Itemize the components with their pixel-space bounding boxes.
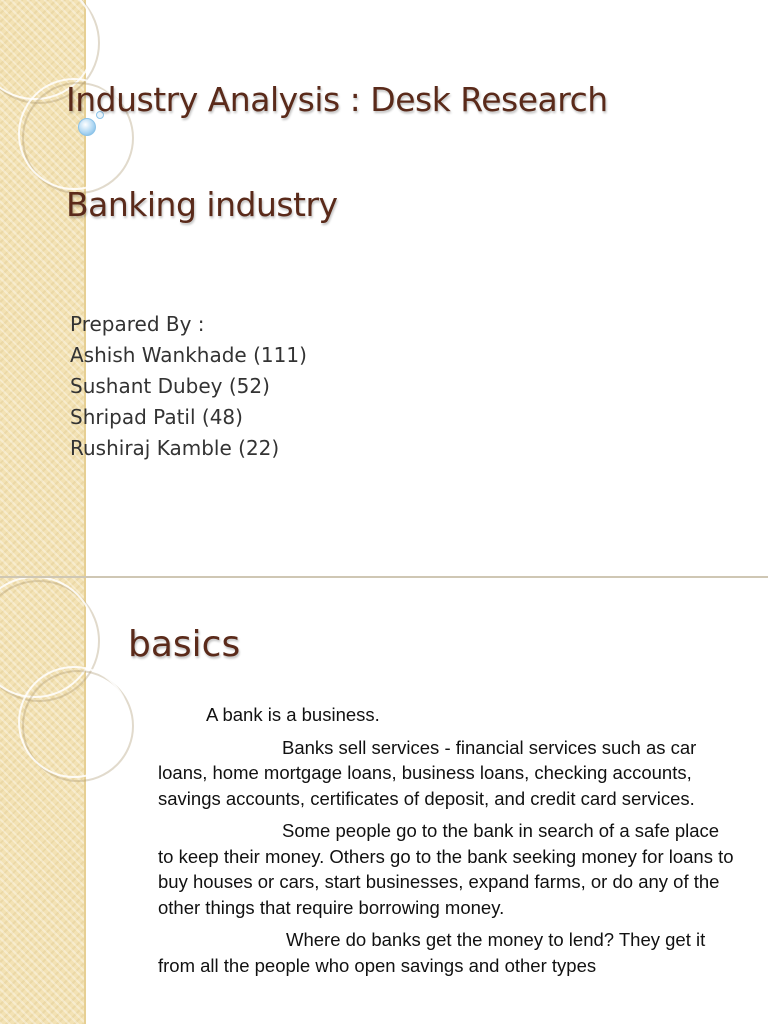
author-name: Rushiraj Kamble (22) <box>70 436 280 460</box>
author-list <box>70 309 307 464</box>
paragraph: A bank is a business. <box>206 704 380 725</box>
slide-subtitle: Banking industry <box>66 185 338 224</box>
author-name: Shripad Patil (48) <box>70 405 243 429</box>
slide-heading: basics <box>128 624 241 665</box>
decorative-ring <box>18 666 130 778</box>
paragraph: Some people go to the bank in search of a safe place to keep their money. Others go to the bank seeking money for loans to buy houses or cars, start businesses, expand farms, or do any of the other things that require borrowing money. <box>158 820 734 918</box>
paragraph: Where do banks get the money to lend? They get it from all the people who open savings and other types <box>158 929 706 976</box>
paragraph: Banks sell services - financial services such as car loans, home mortgage loans, business loans, checking accounts, savings accounts, certificates of deposit, and credit card services. <box>158 736 697 809</box>
author-name: Ashish Wankhade (111) <box>70 343 307 367</box>
content-slide <box>0 578 768 1024</box>
prepared-by-label: Prepared By : <box>70 312 205 336</box>
author-name: Sushant Dubey (52) <box>70 374 270 398</box>
bubble-icon <box>78 118 96 136</box>
body-text <box>158 702 738 985</box>
slide-title: Industry Analysis : Desk Research <box>66 80 608 119</box>
